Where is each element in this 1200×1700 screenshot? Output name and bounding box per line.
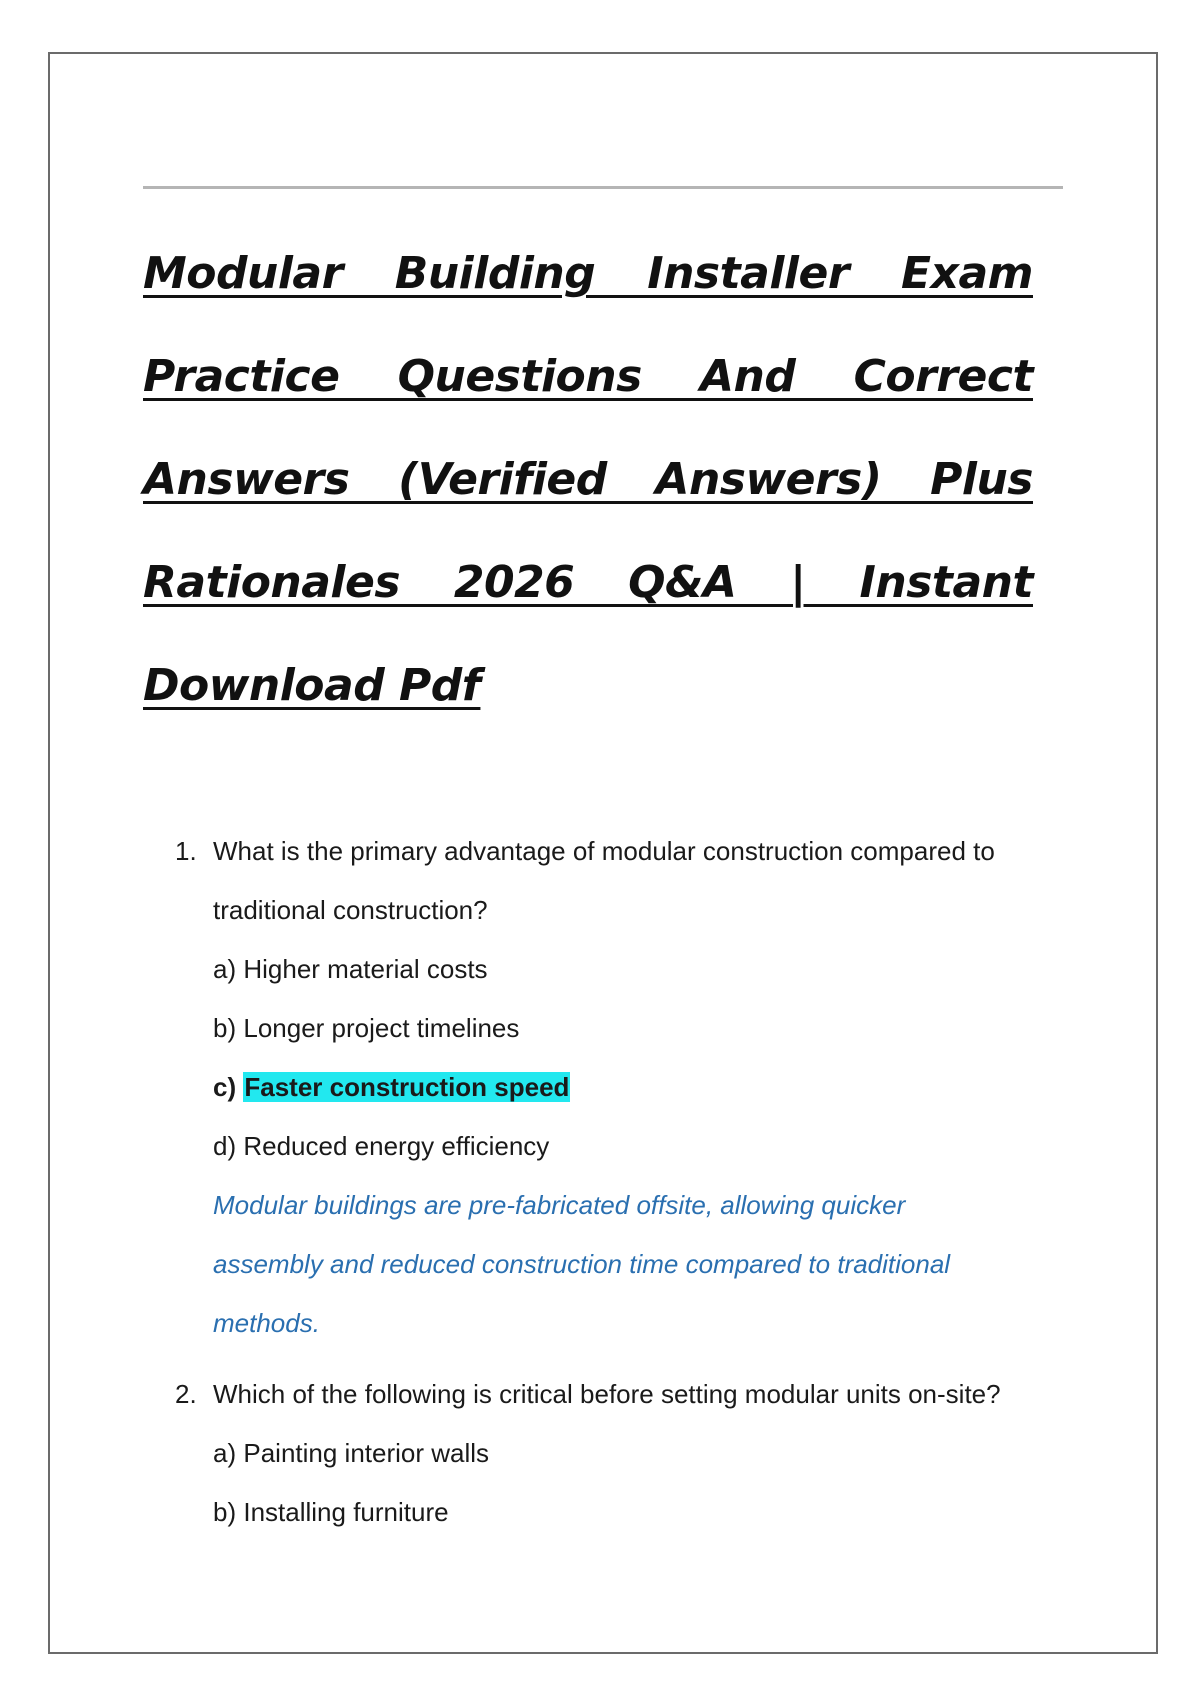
option-letter: a) bbox=[213, 1438, 237, 1468]
option-text: Painting interior walls bbox=[243, 1438, 490, 1468]
correct-answer-highlight: Faster construction speed bbox=[244, 1072, 570, 1102]
option-text: Longer project timelines bbox=[243, 1013, 520, 1043]
option-letter: b) bbox=[213, 1497, 237, 1527]
question-1 bbox=[175, 822, 1075, 1353]
document-title: Modular Building Installer Exam Practice Questions And Correct Answers (Verified Answers) Plus Rationales 2026 Q&A | Instant Download Pdf bbox=[143, 248, 1033, 711]
question-number: 1. bbox=[175, 836, 197, 866]
answer-option-b bbox=[213, 1483, 1075, 1542]
answer-option-b bbox=[213, 999, 1075, 1058]
answer-option-a bbox=[213, 1424, 1075, 1483]
answer-option-a bbox=[213, 940, 1075, 999]
rationale-text: Modular buildings are pre-fabricated offsite, allowing quicker assembly and reduced construction time compared to traditional methods. bbox=[213, 1190, 951, 1338]
option-letter: c) bbox=[213, 1072, 237, 1102]
answer-option-c-correct bbox=[213, 1058, 1075, 1117]
answer-option-d bbox=[213, 1117, 1075, 1176]
option-text: Installing furniture bbox=[243, 1497, 449, 1527]
header-divider bbox=[143, 186, 1063, 189]
option-letter: a) bbox=[213, 954, 237, 984]
spacer bbox=[175, 1353, 1075, 1365]
question-text: What is the primary advantage of modular construction compared to traditional construction? bbox=[213, 836, 995, 925]
question-list bbox=[175, 822, 1075, 1542]
option-letter: b) bbox=[213, 1013, 237, 1043]
option-text: Reduced energy efficiency bbox=[243, 1131, 550, 1161]
question-text: Which of the following is critical before setting modular units on-site? bbox=[213, 1379, 1001, 1409]
question-2 bbox=[175, 1365, 1075, 1542]
option-text: Higher material costs bbox=[243, 954, 488, 984]
option-letter: d) bbox=[213, 1131, 237, 1161]
question-number: 2. bbox=[175, 1379, 197, 1409]
